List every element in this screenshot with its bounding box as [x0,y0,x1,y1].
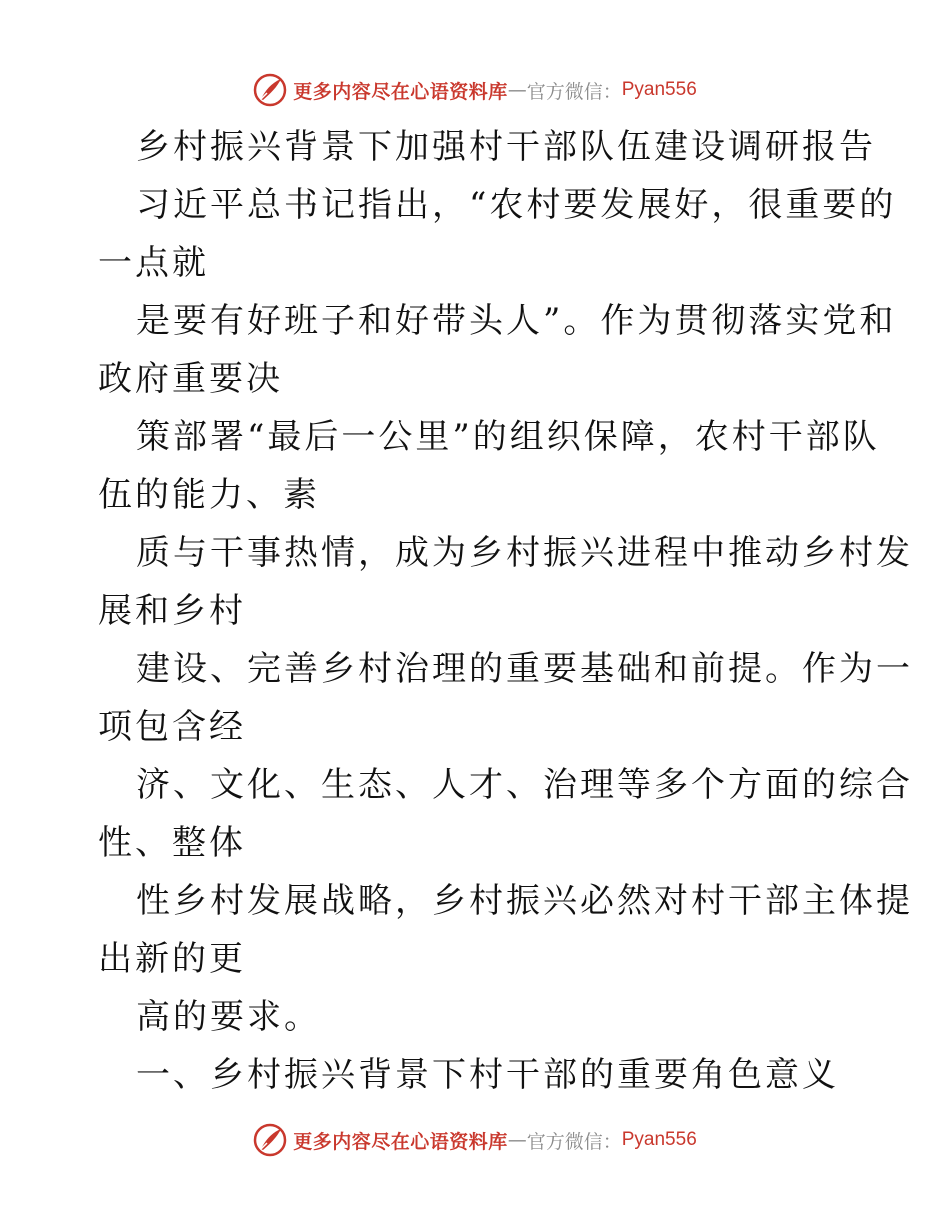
watermark-site-text: 更多内容尽在心语资料库 [293,80,508,103]
watermark-separator: — [507,79,527,101]
quill-pen-logo-icon [253,73,287,107]
footer-watermark [0,1120,950,1160]
watermark-separator: — [507,1129,527,1151]
document-line: 性乡村发展战略，乡村振兴必然对村干部主体提 [136,881,913,921]
watermark-site-text: 更多内容尽在心语资料库 [293,1130,508,1153]
document-line: 高的要求。 [136,997,321,1037]
document-line: 展和乡村 [98,591,246,631]
header-watermark [0,70,950,110]
document-line: 性、整体 [98,823,246,863]
document-line: 伍的能力、素 [98,475,320,515]
document-line: 出新的更 [98,939,246,979]
document-line: 习近平总书记指出，“农村要发展好，很重要的 [136,185,897,225]
document-line: 策部署“最后一公里”的组织保障，农村干部队 [136,417,880,457]
watermark-contact-label: 官方微信： [526,80,622,103]
document-line: 是要有好班子和好带头人”。作为贯彻落实党和 [136,301,897,341]
quill-pen-logo-icon [253,1123,287,1157]
document-line: 政府重要决 [98,359,283,399]
document-line: 项包含经 [98,707,246,747]
document-line: 建设、完善乡村治理的重要基础和前提。作为一 [136,649,913,689]
document-line: 质与干事热情，成为乡村振兴进程中推动乡村发 [136,533,913,573]
section-heading: 一、乡村振兴背景下村干部的重要角色意义 [136,1055,839,1095]
watermark-contact-id: Pyan556 [621,79,697,100]
document-body [98,118,913,1104]
document-line: 济、文化、生态、人才、治理等多个方面的综合 [136,765,913,805]
document-line: 一点就 [98,243,209,283]
watermark-contact-id: Pyan556 [621,1129,697,1150]
document-title: 乡村振兴背景下加强村干部队伍建设调研报告 [136,127,876,167]
watermark-contact-label: 官方微信： [526,1130,622,1153]
